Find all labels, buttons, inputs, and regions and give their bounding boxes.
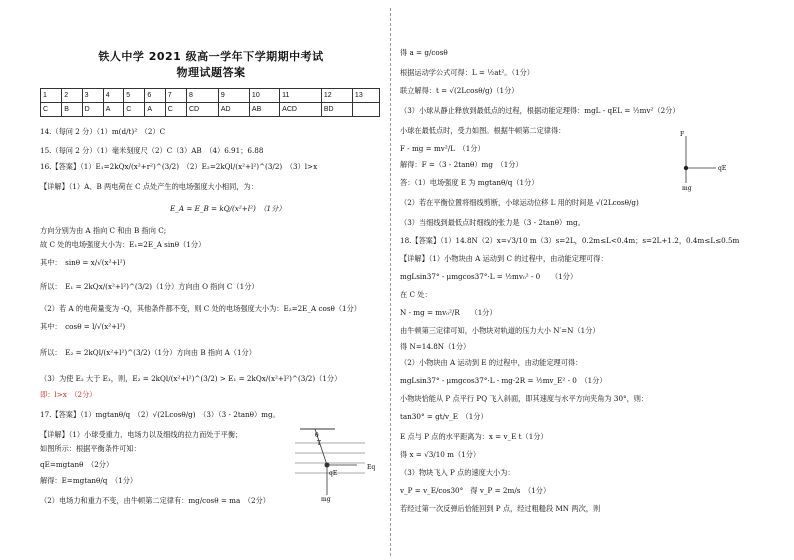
- answer-table-numbers-row: [41, 89, 380, 103]
- q16-detail-line: （2）若 A 的电荷量变为 -Q，其他条件都不变，则 C 处的电场强度大小为：E₂=2E_A cosθ（1分）: [40, 304, 361, 313]
- right-line: E 点与 P 点的水平距离为：x = v_E t（1分）: [400, 432, 548, 441]
- q15-answer: 15.（每问 2 分）（1）毫米刻度尺（2）C（3）AB （4）6.91；6.88: [40, 146, 264, 155]
- right-line: 【详解】（1）小物块由 A 运动到 C 的过程中，由动能定理可得：: [400, 254, 608, 263]
- table-cell: 7: [165, 89, 186, 103]
- table-cell: ACD: [280, 103, 322, 117]
- table-cell: A: [103, 103, 123, 117]
- right-line: v_P = v_E/cos30° 得 v_P = 2m/s （1分）: [400, 486, 551, 495]
- right-line: mgLsin37° - μmgcos37°·L - mg·2R = ½mv_E² - 0 （1分）: [400, 376, 607, 385]
- tension-label: T: [317, 440, 322, 447]
- right-line: （3）物块飞入 P 点的速度大小为：: [400, 468, 515, 477]
- mg-label: mg: [682, 185, 692, 192]
- table-cell: 3: [82, 89, 103, 103]
- table-cell: 10: [249, 89, 279, 103]
- table-cell: C: [41, 103, 62, 117]
- right-line: 根据运动学公式可得：L = ½at²。（1分）: [400, 68, 534, 77]
- q18-answer: 18.【答案】（1）14.8N（2）x=√3/10 m（3）s=2L，0.2m≤L<0.4m；s=2L+1.2，0.4m≤L≤0.5m: [400, 236, 740, 245]
- table-cell: C: [165, 103, 186, 117]
- table-cell: 2: [62, 89, 82, 103]
- q16-detail-line: 所以： E₂ = 2kQl/(x²+l²)^(3/2)（1分）方向由 B 指向 A（1分）: [40, 348, 256, 357]
- right-line: 解得：F =（3 - 2tanθ）mg （1分）: [400, 160, 523, 169]
- right-line: 得 x = √3/10 m（1分）: [400, 450, 481, 459]
- q16-detail-line: 即：l>x （2分）: [40, 390, 97, 399]
- right-line: 小球在最低点时，受力如图。根据牛顿第二定律得：: [400, 126, 566, 135]
- table-cell: A: [145, 103, 165, 117]
- right-line: （2）若在平衡位置将细线剪断，小球运动位移 L 用的时间是 √(2Lcosθ/g): [400, 198, 639, 207]
- answer-table-answers-row: [41, 103, 380, 117]
- table-cell: 9: [218, 89, 249, 103]
- table-cell: AD: [218, 103, 249, 117]
- q16-detail-line: 方向分别为由 A 指向 C 和由 B 指向 C;: [40, 226, 167, 235]
- answer-table: [40, 88, 380, 117]
- qe-label: qE: [718, 165, 727, 172]
- exam-title: 铁人中学 2021 级高一学年下学期期中考试: [98, 50, 324, 63]
- table-cell: 8: [186, 89, 218, 103]
- table-cell: 13: [352, 89, 379, 103]
- q16-detail-line: 其中： sinθ = x/√(x²+l²): [40, 258, 126, 267]
- q16-answer: 16.【答案】（1）E₁=2kQx/(x²+r²)^(3/2) （2）E₂=2kQl/(x²+l²)^(3/2) （3）l>x: [40, 162, 318, 171]
- q17-detail-line: 【详解】（1）小球受重力、电场力以及细线的拉力而处于平衡；: [40, 430, 243, 439]
- q16-detail-line: 其中： cosθ = l/√(x²+l²): [40, 322, 126, 331]
- angle-label: θ: [315, 432, 319, 439]
- right-line: 得 a = g/cosθ: [400, 48, 448, 57]
- right-line: tan30° = gt/v_E （1分）: [400, 412, 488, 421]
- right-line: 由牛顿第三定律可知，小物块对轨道的压力大小 N′=N（1分）: [400, 326, 600, 335]
- q16-detail-line: 故 C 处的电场强度大小为：E₁=2E_A sinθ（1分）: [40, 240, 206, 249]
- table-cell: 5: [124, 89, 145, 103]
- table-cell: [352, 103, 379, 117]
- q14-answer: 14.（每问 2 分）（1）m(d/t)² （2）C: [40, 127, 166, 136]
- q17-detail-line: （2）电场力和重力不变，由牛顿第二定律有：mg/cosθ = ma （2分）: [40, 496, 270, 505]
- q16-detail-line: （3）为使 E₂ 大于 E₁，则，E₂ = 2kQl/(x²+l²)^(3/2) > E₁ = 2kQx/(x²+l²)^(3/2)（1分）: [40, 374, 342, 383]
- q17-detail-line: qE=mgtanθ （2分）: [40, 460, 114, 469]
- right-line: 小物块恰能从 P 点平行 PQ 飞入斜面，即其速度与水平方向夹角为 30°，则：: [400, 394, 649, 403]
- mg-label: mg: [321, 496, 331, 503]
- table-cell: 11: [280, 89, 322, 103]
- exam-subtitle: 物理试题答案: [176, 66, 246, 79]
- q16-detail-line: 所以： E₁ = 2kQx/(x²+l²)^(3/2)（1分）方向由 O 指向 C（1分）: [40, 282, 259, 291]
- table-cell: 4: [103, 89, 123, 103]
- q17-answer: 17.【答案】（1）mgtanθ/q （2）√(2Lcosθ/g) （3）（3 - 2tanθ）mg。: [40, 410, 280, 419]
- table-cell: 12: [321, 89, 352, 103]
- eq-label: Eq: [367, 464, 376, 471]
- ball-dot: [684, 166, 688, 170]
- q16-formula: E_A = E_B = kQ/(x²+l²) （1分）: [170, 204, 286, 213]
- right-line: 得 N=14.8N（1分）: [400, 342, 471, 351]
- q17-detail-line: 如图所示：根据平衡条件可知：: [40, 444, 141, 453]
- table-cell: BD: [321, 103, 352, 117]
- table-cell: D: [82, 103, 103, 117]
- right-line: （2）小物块由 A 运动到 E 的过程中，由动能定理可得：: [400, 358, 583, 367]
- lowest-point-force-svg: [672, 128, 732, 192]
- right-line: 联立解得：t = √(2Lcosθ/g)（1分）: [400, 86, 519, 95]
- table-cell: C: [124, 103, 145, 117]
- table-cell: B: [62, 103, 82, 117]
- right-line: mgLsin37° - μmgcos37°·L = ½mv₀² - 0 （1分）: [400, 272, 578, 281]
- table-cell: CD: [186, 103, 218, 117]
- answer-table-wrap: [40, 84, 380, 117]
- right-line: 在 C 处：: [400, 290, 432, 299]
- q17-force-diagram: [295, 425, 390, 503]
- right-line: （3）当细线到最低点时细线的张力是（3 - 2tanθ）mg。: [400, 218, 585, 227]
- right-line: 答：（1）电场强度 E 为 mgtanθ/q（1分）: [400, 178, 539, 187]
- q17-detail-line: 解得：E=mgtanθ/q （1分）: [40, 476, 138, 485]
- table-cell: AB: [249, 103, 279, 117]
- f-label: F: [680, 131, 685, 138]
- right-line: （3）小球从静止释放到最低点的过程，根据动能定理得：mgL - qEL = ½mv²（2分）: [400, 106, 680, 115]
- qe-label: qE: [329, 470, 338, 477]
- lowest-point-force-diagram: [672, 128, 732, 191]
- right-line: F - mg = mv²/L （1分）: [400, 144, 485, 153]
- column-divider: [390, 8, 391, 556]
- q16-detail-line: 【详解】（1）A、B 两电荷在 C 点处产生的电场强度大小相同，为：: [40, 182, 258, 191]
- table-cell: 1: [41, 89, 62, 103]
- right-line: 若经过第一次反弹后恰能回到 P 点，经过粗糙段 MN 两次，则: [400, 504, 601, 513]
- q17-force-svg: [295, 425, 390, 503]
- table-cell: 6: [145, 89, 165, 103]
- right-line: N - mg = mv₀²/R （1分）: [400, 308, 497, 317]
